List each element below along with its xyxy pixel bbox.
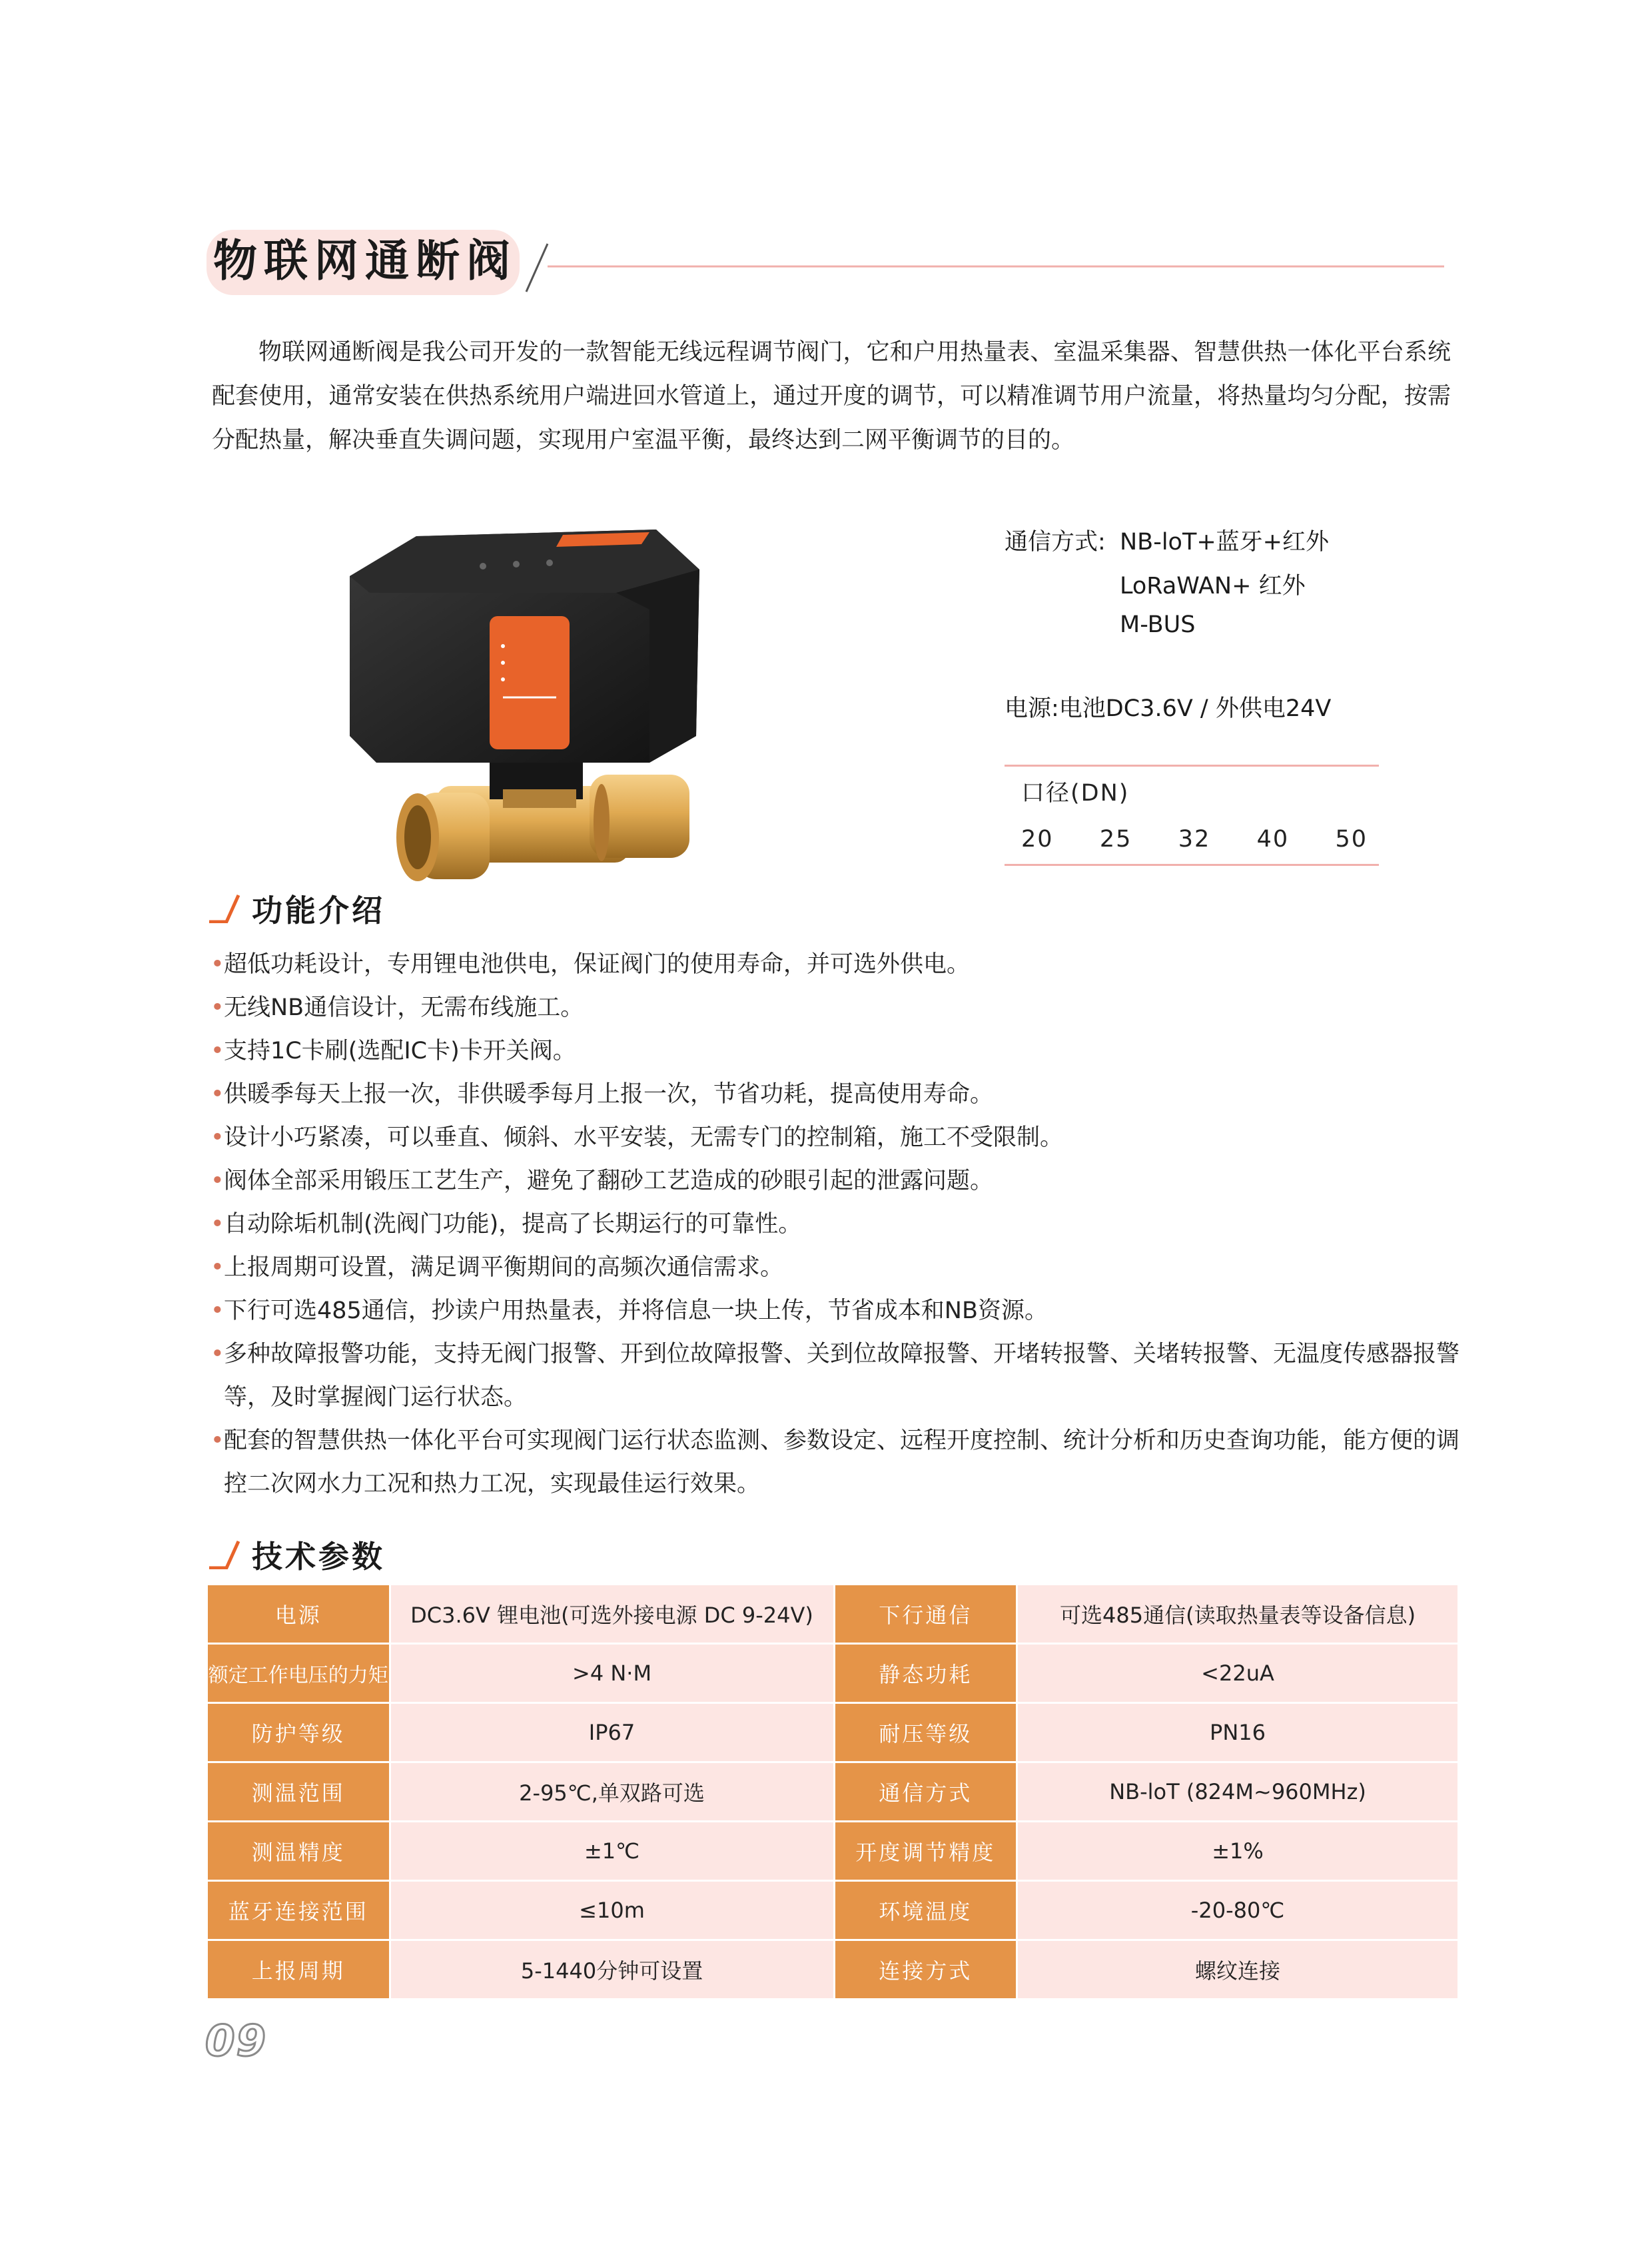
param-label: 测温精度 — [208, 1822, 389, 1880]
param-value: 可选485通信(读取热量表等设备信息) — [1018, 1585, 1457, 1643]
list-item: • 下行可选485通信，抄读户用热量表，并将信息一块上传，节省成本和NB资源。 — [212, 1290, 1477, 1333]
dn-bottom-rule — [1005, 864, 1379, 866]
table-row — [208, 1882, 1457, 1939]
title-divider — [0, 0, 1652, 306]
comm-option-1: NB-loT+蓝牙+红外 — [1120, 529, 1329, 556]
param-value: NB-loT (824M~960MHz) — [1018, 1763, 1457, 1820]
comm-option-2: LoRaWAN+ 红外 — [1120, 573, 1306, 599]
comm-label: 通信方式: — [1005, 529, 1106, 556]
param-value: IP67 — [391, 1704, 833, 1761]
param-value: ±1℃ — [391, 1822, 833, 1880]
param-label: 蓝牙连接范围 — [208, 1882, 389, 1939]
list-item: • 多种故障报警功能，支持无阀门报警、开到位故障报警、关到位故障报警、开堵转报警、关堵转报警、无温度传感器报警等，及时掌握阀门运行状态。 — [212, 1333, 1477, 1419]
dn-value: 40 — [1256, 826, 1290, 853]
param-value: <22uA — [1018, 1645, 1457, 1702]
param-value: DC3.6V 锂电池(可选外接电源 DC 9-24V) — [391, 1585, 833, 1643]
power-spec: 电源:电池DC3.6V / 外供电24V — [1005, 695, 1332, 722]
list-item: • 支持1C卡刷(选配IC卡)卡开关阀。 — [212, 1030, 1477, 1073]
param-value: >4 N·M — [391, 1645, 833, 1702]
valve-product-image — [336, 530, 709, 899]
param-label: 防护等级 — [208, 1704, 389, 1761]
intro-paragraph: 物联网通断阀是我公司开发的一款智能无线远程调节阀门，它和户用热量表、室温采集器、智慧供热一体化平台系统配套使用，通常安装在供热系统用户端进回水管道上，通过开度的调节，可以精准调节用户流量，将热量均匀分配，按需分配热量，解决垂直失调问题，实现用户室温平衡，最终达到二网平衡调节的目的。 — [212, 339, 1451, 454]
comm-option-3: M-BUS — [1120, 611, 1196, 638]
list-item: • 配套的智慧供热一体化平台可实现阀门运行状态监测、参数设定、远程开度控制、统计分析和历史查询功能，能方便的调控二次网水力工况和热力工况，实现最佳运行效果。 — [212, 1419, 1477, 1506]
param-label: 开度调节精度 — [835, 1822, 1017, 1880]
page-title: 物联网通断阀 — [213, 235, 517, 286]
param-label: 上报周期 — [208, 1941, 389, 1998]
dn-value: 50 — [1335, 826, 1368, 853]
dn-values — [1021, 826, 1368, 853]
list-item: • 上报周期可设置，满足调平衡期间的高频次通信需求。 — [212, 1246, 1477, 1290]
table-row — [208, 1704, 1457, 1761]
param-label: 额定工作电压的力矩 — [208, 1645, 389, 1702]
param-label: 静态功耗 — [835, 1645, 1017, 1702]
list-item: • 设计小巧紧凑，可以垂直、倾斜、水平安装，无需专门的控制箱，施工不受限制。 — [212, 1116, 1477, 1160]
list-item: • 超低功耗设计，专用锂电池供电，保证阀门的使用寿命，并可选外供电。 — [212, 943, 1477, 986]
table-row — [208, 1645, 1457, 1702]
dn-value: 32 — [1178, 826, 1211, 853]
tech-params-table — [208, 1585, 1457, 2000]
list-item: • 无线NB通信设计，无需布线施工。 — [212, 986, 1477, 1030]
section-mark-icon — [208, 1539, 241, 1569]
features-heading: 功能介绍 — [252, 893, 385, 929]
param-label: 耐压等级 — [835, 1704, 1017, 1761]
section-mark-icon — [208, 893, 241, 923]
dn-title: 口径(DN) — [1021, 780, 1130, 807]
param-value: 螺纹连接 — [1018, 1941, 1457, 1998]
list-item: • 供暖季每天上报一次，非供暖季每月上报一次，节省功耗，提高使用寿命。 — [212, 1073, 1477, 1116]
dn-value: 20 — [1021, 826, 1054, 853]
param-value: 2-95℃,单双路可选 — [391, 1763, 833, 1820]
list-item: • 自动除垢机制(洗阀门功能)，提高了长期运行的可靠性。 — [212, 1203, 1477, 1246]
page-number: 09 — [205, 2017, 268, 2066]
param-value: ≤10m — [391, 1882, 833, 1939]
param-label: 电源 — [208, 1585, 389, 1643]
param-label: 测温范围 — [208, 1763, 389, 1820]
table-row — [208, 1585, 1457, 1643]
param-label: 连接方式 — [835, 1941, 1017, 1998]
param-label: 环境温度 — [835, 1882, 1017, 1939]
dn-top-rule — [1005, 765, 1379, 767]
param-value: -20-80℃ — [1018, 1882, 1457, 1939]
param-value: PN16 — [1018, 1704, 1457, 1761]
dn-value: 25 — [1099, 826, 1132, 853]
table-row — [208, 1763, 1457, 1820]
table-row — [208, 1941, 1457, 1998]
table-row — [208, 1822, 1457, 1880]
tech-heading: 技术参数 — [252, 1539, 385, 1575]
param-value: ±1% — [1018, 1822, 1457, 1880]
param-value: 5-1440分钟可设置 — [391, 1941, 833, 1998]
param-label: 下行通信 — [835, 1585, 1017, 1643]
list-item: • 阀体全部采用锻压工艺生产，避免了翻砂工艺造成的砂眼引起的泄露问题。 — [212, 1160, 1477, 1203]
param-label: 通信方式 — [835, 1763, 1017, 1820]
features-list — [212, 943, 1477, 1506]
